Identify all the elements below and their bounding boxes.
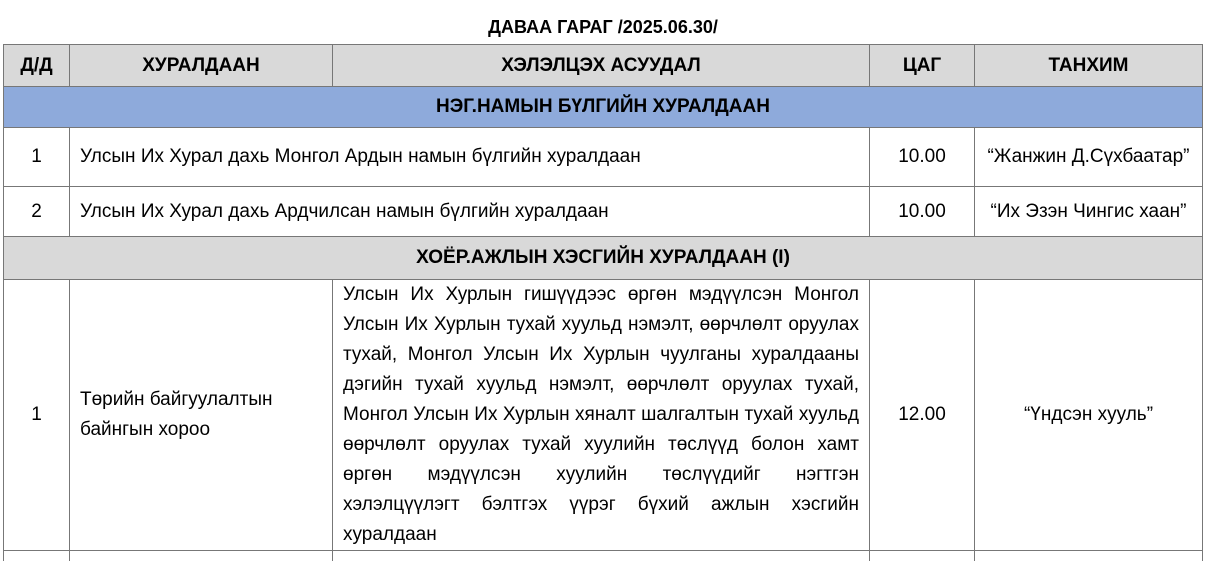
schedule-table [3, 44, 1203, 561]
table-row-continuation [4, 551, 1203, 561]
header-topic: ХЭЛЭЛЦЭХ АСУУДАЛ [333, 45, 870, 87]
meeting-room: “Үндсэн хууль” [975, 280, 1203, 551]
empty-cell [70, 551, 333, 561]
header-no: Д/Д [4, 45, 70, 87]
meeting-room: “Жанжин Д.Сүхбаатар” [975, 128, 1203, 187]
meeting-name: Улсын Их Хурал дахь Ардчилсан намын бүлгийн хуралдаан [70, 187, 870, 237]
empty-cell [4, 551, 70, 561]
row-number: 1 [4, 128, 70, 187]
section-heading-row [4, 237, 1203, 280]
meeting-topic: Улсын Их Хурлын гишүүдээс өргөн мэдүүлсэн Монгол Улсын Их Хурлын тухай хуульд нэмэлт, өөрчлөлт оруулах тухай, Монгол Улсын Их Хурлын чуулганы хуралдааны дэгийн тухай хуульд нэмэлт, өөрчлөлт оруулах тухай, Монгол Улсын Их Хурлын хяналт шалгалтын тухай хуульд өөрчлөлт оруулах тухай хуулийн төслүүд болон хамт өргөн мэдүүлсэн хуулийн төслүүдийг нэгтгэн хэлэлцүүлэгт бэлтгэх үүрэг бүхий ажлын хэсгийн хуралдаан [333, 280, 870, 551]
meeting-name: Төрийн байгуулалтын байнгын хороо [70, 280, 333, 551]
meeting-time: 10.00 [870, 128, 975, 187]
meeting-name: Улсын Их Хурал дахь Монгол Ардын намын бүлгийн хуралдаан [70, 128, 870, 187]
empty-cell [870, 551, 975, 561]
table-row [4, 280, 1203, 551]
header-meeting: ХУРАЛДААН [70, 45, 333, 87]
header-time: ЦАГ [870, 45, 975, 87]
table-row [4, 128, 1203, 187]
row-number: 2 [4, 187, 70, 237]
table-row [4, 187, 1203, 237]
section-heading-row [4, 87, 1203, 128]
empty-cell [975, 551, 1203, 561]
header-row [4, 45, 1203, 87]
section-title: НЭГ.НАМЫН БҮЛГИЙН ХУРАЛДААН [4, 87, 1203, 128]
row-number: 1 [4, 280, 70, 551]
meeting-room: “Их Эзэн Чингис хаан” [975, 187, 1203, 237]
meeting-time: 10.00 [870, 187, 975, 237]
header-room: ТАНХИМ [975, 45, 1203, 87]
section-title: ХОЁР.АЖЛЫН ХЭСГИЙН ХУРАЛДААН (I) [4, 237, 1203, 280]
page-title: ДАВАА ГАРАГ /2025.06.30/ [0, 17, 1206, 38]
empty-cell [333, 551, 870, 561]
meeting-time: 12.00 [870, 280, 975, 551]
